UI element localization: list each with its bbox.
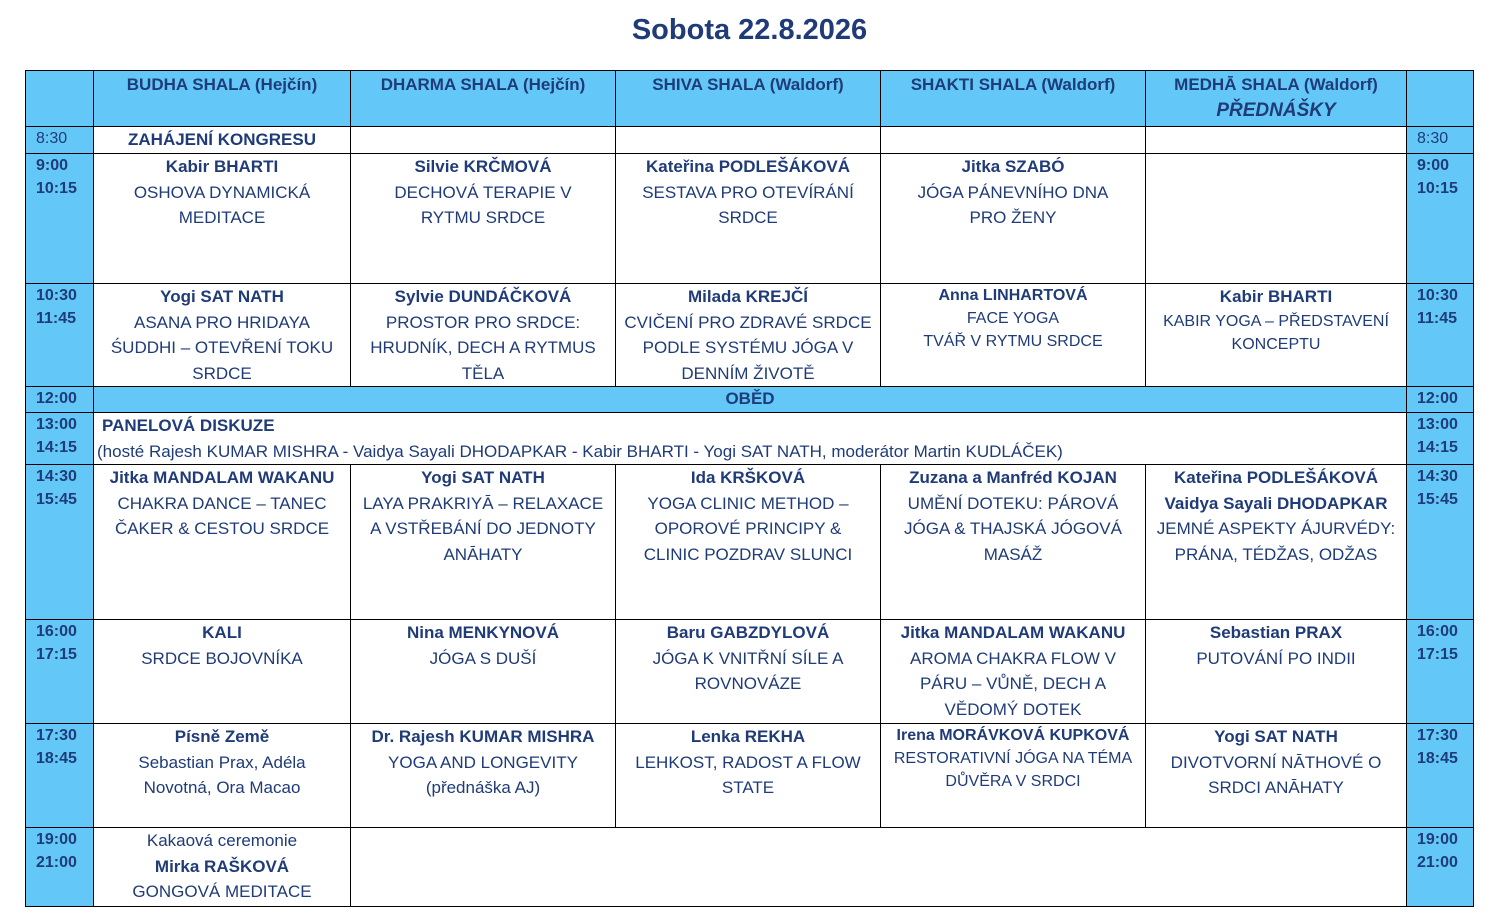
- time-end: 18:45: [1417, 750, 1458, 767]
- row-1600: [26, 620, 1474, 724]
- session-cell: [94, 465, 351, 620]
- time-1200-right: 12:00: [1407, 387, 1474, 413]
- schedule-table: [25, 70, 1474, 907]
- header-dharma: DHARMA SHALA (Hejčín): [351, 71, 616, 127]
- session-lecturer: Kateřina PODLEŠÁKOVÁ: [1173, 468, 1379, 487]
- row-1200: [26, 387, 1474, 413]
- time-1030-left: [26, 284, 94, 387]
- empty-cell: [1146, 127, 1407, 154]
- time-end: 17:15: [36, 646, 77, 663]
- time-1430-right: [1407, 465, 1474, 620]
- row-1300: [26, 413, 1474, 465]
- time-start: 19:00: [36, 831, 77, 848]
- time-1200-left: 12:00: [26, 387, 94, 413]
- row-0900: [26, 154, 1474, 284]
- session-title-line: JÓGA K VNITŘNÍ SÍLE A: [652, 648, 844, 668]
- header-medha-sub: PŘEDNÁŠKY: [1216, 100, 1336, 121]
- session-cell: [351, 724, 616, 828]
- row-1030: [26, 284, 1474, 387]
- session-title-line: SESTAVA PRO OTEVÍRÁNÍ: [642, 182, 854, 202]
- session-cell: [94, 620, 351, 724]
- session-title-line: YOGA CLINIC METHOD –: [647, 493, 849, 513]
- session-title-line: OPOROVÉ PRINCIPY &: [654, 519, 842, 538]
- session-title-line: CLINIC POZDRAV SLUNCI: [643, 544, 853, 564]
- time-start: 16:00: [1417, 623, 1458, 640]
- session-lecturer: Anna LINHARTOVÁ: [938, 287, 1088, 304]
- time-end: 14:15: [36, 439, 77, 456]
- session-lecturer: Dr. Rajesh KUMAR MISHRA: [371, 727, 595, 746]
- session-cell: [351, 465, 616, 620]
- session-cell: [1146, 465, 1407, 620]
- time-1730-left: [26, 724, 94, 828]
- time-0900-left: [26, 154, 94, 284]
- session-lecturer: Yogi SAT NATH: [421, 468, 545, 487]
- empty-cell: [616, 127, 881, 154]
- session-title-line: KONCEPTU: [1231, 335, 1321, 353]
- time-start: 19:00: [1417, 831, 1458, 848]
- time-start: 17:30: [36, 727, 77, 744]
- time-start: 9:00: [1417, 157, 1450, 174]
- session-cell: [881, 284, 1146, 387]
- time-end: 15:45: [1417, 491, 1458, 508]
- session-pre-title: Kakaová ceremonie: [146, 831, 298, 850]
- header-corner-left: [26, 71, 94, 127]
- session-title-line: PRO ŽENY: [969, 208, 1057, 227]
- time-1430-left: [26, 465, 94, 620]
- session-lecturer: Jitka SZABÓ: [961, 157, 1065, 176]
- session-lecturer: Mirka RAŠKOVÁ: [154, 856, 290, 876]
- session-cell: [616, 724, 881, 828]
- session-title-line: RYTMU SRDCE: [420, 208, 546, 227]
- time-1730-right: [1407, 724, 1474, 828]
- row-1730: [26, 724, 1474, 828]
- session-lecturer: Silvie KRČMOVÁ: [414, 157, 552, 176]
- panel-discussion: [94, 413, 1407, 465]
- time-end: 10:15: [36, 180, 77, 197]
- session-lecturer: Nina MENKYNOVÁ: [406, 623, 560, 642]
- session-lecturer: KALI: [202, 623, 242, 642]
- time-end: 17:15: [1417, 646, 1458, 663]
- session-title-line: JÓGA S DUŠÍ: [429, 648, 537, 668]
- session-title-line: FACE YOGA: [966, 310, 1060, 327]
- session-title-line: MASÁŽ: [983, 544, 1043, 564]
- lunch-break: OBĚD: [94, 387, 1407, 413]
- session-title-line: TVÁŘ V RYTMU SRDCE: [923, 333, 1103, 350]
- session-title-line: LAYA PRAKRIYĀ – RELAXACE: [362, 493, 604, 513]
- event-opening: ZAHÁJENÍ KONGRESU: [94, 127, 351, 154]
- page-title: Sobota 22.8.2026: [631, 14, 868, 46]
- header-budha: BUDHA SHALA (Hejčín): [94, 71, 351, 127]
- session-lecturer: Ida KRŠKOVÁ: [690, 468, 806, 487]
- session-title-line: (přednáška AJ): [425, 778, 541, 797]
- time-end: 18:45: [36, 750, 77, 767]
- session-title-line: JÓGA PÁNEVNÍHO DNA: [917, 182, 1109, 202]
- panel-title: PANELOVÁ DISKUZE: [102, 416, 275, 435]
- session-cell: [94, 724, 351, 828]
- header-shakti: SHAKTI SHALA (Waldorf): [881, 71, 1146, 127]
- session-title-line: CVIČENÍ PRO ZDRAVÉ SRDCE: [624, 312, 872, 332]
- session-title-line: JEMNÉ ASPEKTY ÁJURVÉDY:: [1156, 519, 1396, 538]
- time-end: 10:15: [1417, 180, 1458, 197]
- session-title-line: JÓGA & THAJSKÁ JÓGOVÁ: [904, 519, 1122, 538]
- session-title-line: DŮVĚRA V SRDCI: [945, 773, 1081, 790]
- session-cell: [94, 154, 351, 284]
- session-cell: [616, 284, 881, 387]
- session-title-line: ASANA PRO HRIDAYA: [133, 312, 311, 332]
- session-lecturer: Písně Země: [174, 727, 270, 746]
- session-title-line: CHAKRA DANCE – TANEC: [117, 493, 327, 513]
- session-title-line: TĚLA: [461, 363, 505, 383]
- time-start: 14:30: [36, 468, 77, 485]
- time-end: 11:45: [1417, 310, 1458, 327]
- session-title-line: PÁRU – VŮNĚ, DECH A: [919, 674, 1107, 693]
- session-cell: [94, 828, 351, 907]
- session-title-line: ČAKER & CESTOU SRDCE: [114, 519, 330, 538]
- time-1600-right: [1407, 620, 1474, 724]
- empty-cell: [881, 127, 1146, 154]
- session-title-line: PROSTOR PRO SRDCE:: [385, 312, 581, 332]
- session-lecturer: Jitka MANDALAM WAKANU: [109, 468, 335, 487]
- header-row: [26, 71, 1474, 127]
- time-1300-left: [26, 413, 94, 465]
- header-medha: [1146, 71, 1407, 127]
- session-title-line: LEHKOST, RADOST A FLOW: [635, 752, 861, 772]
- empty-cell: [351, 127, 616, 154]
- empty-cell: [1146, 154, 1407, 284]
- session-title-line: SRDCE BOJOVNÍKA: [141, 648, 303, 668]
- session-title-line: GONGOVÁ MEDITACE: [132, 882, 312, 901]
- time-start: 10:30: [36, 287, 77, 304]
- time-start: 17:30: [1417, 727, 1458, 744]
- empty-cell: [351, 828, 1407, 907]
- time-end: 11:45: [36, 310, 77, 327]
- time-0830-left: 8:30: [26, 127, 94, 154]
- session-title-line: PUTOVÁNÍ PO INDII: [1196, 648, 1356, 668]
- time-1030-right: [1407, 284, 1474, 387]
- session-title-line: HRUDNÍK, DECH A RYTMUS: [370, 338, 596, 357]
- time-start: 9:00: [36, 157, 69, 174]
- header-corner-right: [1407, 71, 1474, 127]
- session-lecturer: Irena MORÁVKOVÁ KUPKOVÁ: [896, 727, 1130, 744]
- row-1900: [26, 828, 1474, 907]
- time-1900-right: [1407, 828, 1474, 907]
- time-start: 14:30: [1417, 468, 1458, 485]
- session-title-line: SRDCI ANĀHATY: [1208, 778, 1344, 797]
- session-title-line: SRDCE: [718, 208, 778, 227]
- session-lecturer: Sylvie DUNDÁČKOVÁ: [394, 287, 572, 306]
- session-lecturer: Kateřina PODLEŠÁKOVÁ: [645, 157, 851, 176]
- session-lecturer: Yogi SAT NATH: [1214, 727, 1338, 746]
- time-start: 10:30: [1417, 287, 1458, 304]
- session-title-line: AROMA CHAKRA FLOW V: [910, 648, 1116, 668]
- session-lecturer: Zuzana a Manfréd KOJAN: [909, 468, 1117, 487]
- session-cell: [351, 284, 616, 387]
- session-cell: [616, 465, 881, 620]
- session-title-line: MEDITACE: [178, 208, 266, 227]
- session-title-line: PODLE SYSTÉMU JÓGA V: [642, 338, 854, 357]
- session-title-line: DIVOTVORNÍ NĀTHOVÉ O: [1170, 752, 1382, 772]
- session-title-line: ROVNOVÁZE: [694, 674, 802, 693]
- session-title-line: ANĀHATY: [443, 544, 523, 564]
- session-title-line: SRDCE: [192, 363, 252, 383]
- session-title-line: VĚDOMÝ DOTEK: [944, 699, 1082, 719]
- session-cell: [94, 284, 351, 387]
- session-cell: [1146, 724, 1407, 828]
- session-cell: [881, 724, 1146, 828]
- session-title-line: DECHOVÁ TERAPIE V: [394, 182, 572, 202]
- session-lecturer: Kabir BHARTI: [165, 157, 279, 176]
- session-cell: [351, 620, 616, 724]
- session-title-line: KABIR YOGA – PŘEDSTAVENÍ: [1163, 312, 1389, 330]
- session-title-line: RESTORATIVNÍ JÓGA NA TÉMA: [893, 750, 1133, 767]
- session-lecturer: Baru GABZDYLOVÁ: [666, 623, 830, 642]
- session-title-line: DENNÍM ŽIVOTĚ: [681, 363, 815, 383]
- session-lecturer-2: Vaidya Sayali DHODAPKAR: [1164, 493, 1388, 513]
- time-end: 21:00: [1417, 854, 1458, 871]
- session-title-line: Novotná, Ora Macao: [143, 778, 301, 797]
- session-cell: [1146, 284, 1407, 387]
- session-lecturer: Sebastian PRAX: [1209, 623, 1343, 642]
- time-start: 16:00: [36, 623, 77, 640]
- session-cell: [351, 154, 616, 284]
- session-title-line: STATE: [721, 778, 775, 797]
- time-start: 13:00: [1417, 416, 1458, 433]
- header-medha-name: MEDHĀ SHALA (Waldorf): [1174, 75, 1378, 94]
- time-1600-left: [26, 620, 94, 724]
- time-1900-left: [26, 828, 94, 907]
- session-lecturer: Jitka MANDALAM WAKANU: [900, 623, 1126, 642]
- time-0900-right: [1407, 154, 1474, 284]
- session-title-line: Sebastian Prax, Adéla: [138, 752, 306, 772]
- time-0830-right: 8:30: [1407, 127, 1474, 154]
- header-shiva: SHIVA SHALA (Waldorf): [616, 71, 881, 127]
- session-cell: [616, 154, 881, 284]
- panel-guests: (hosté Rajesh KUMAR MISHRA - Vaidya Sayali DHODAPKAR - Kabir BHARTI - Yogi SAT NATH, moderátor Martin KUDLÁČEK): [97, 441, 1063, 461]
- session-cell: [1146, 620, 1407, 724]
- row-1430: [26, 465, 1474, 620]
- session-title-line: OSHOVA DYNAMICKÁ: [133, 182, 311, 202]
- session-lecturer: Milada KREJČÍ: [688, 287, 808, 306]
- session-title-line: YOGA AND LONGEVITY: [388, 752, 578, 772]
- session-title-line: ŚUDDHI – OTEVŘENÍ TOKU: [110, 338, 334, 357]
- session-lecturer: Lenka REKHA: [690, 727, 806, 746]
- time-end: 21:00: [36, 854, 77, 871]
- session-title-line: A VSTŘEBÁNÍ DO JEDNOTY: [370, 519, 596, 538]
- time-1300-right: [1407, 413, 1474, 465]
- time-start: 13:00: [36, 416, 77, 433]
- session-lecturer: Yogi SAT NATH: [160, 287, 284, 306]
- session-lecturer: Kabir BHARTI: [1219, 287, 1333, 306]
- session-cell: [881, 620, 1146, 724]
- time-end: 15:45: [36, 491, 77, 508]
- session-cell: [881, 465, 1146, 620]
- session-cell: [616, 620, 881, 724]
- session-title-line: PRÁNA, TÉDŽAS, ODŽAS: [1174, 544, 1378, 564]
- time-end: 14:15: [1417, 439, 1458, 456]
- row-0830: [26, 127, 1474, 154]
- session-cell: [881, 154, 1146, 284]
- session-title-line: UMĚNÍ DOTEKU: PÁROVÁ: [907, 493, 1119, 513]
